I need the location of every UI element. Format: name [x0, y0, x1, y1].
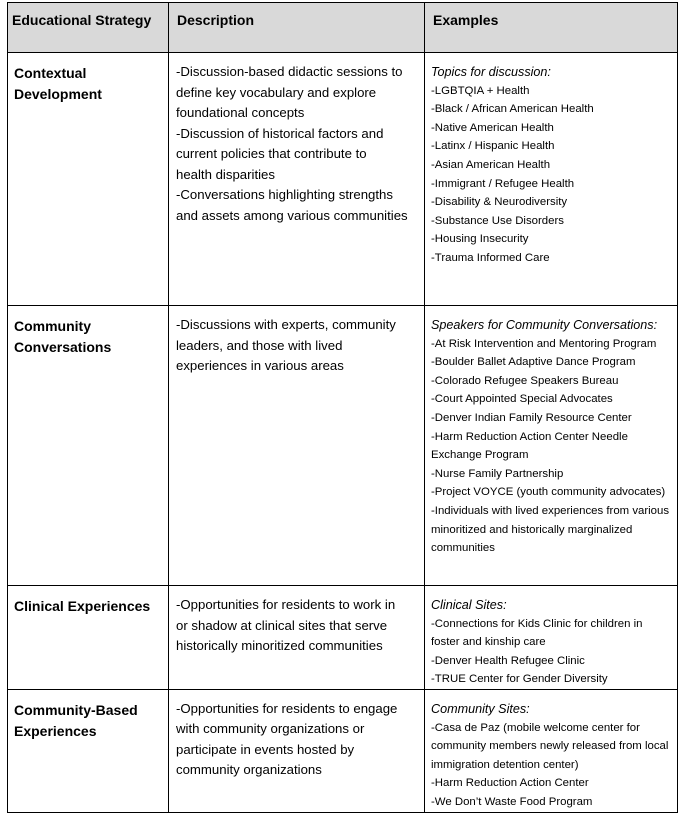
- examples-cell: [425, 586, 678, 690]
- table-row: [8, 586, 678, 690]
- example-item: -Harm Reduction Action Center: [431, 777, 589, 790]
- strategy-name: Contextual: [14, 65, 87, 81]
- description-line: and assets among various communities: [176, 207, 408, 223]
- example-item: -Substance Use Disorders: [431, 214, 564, 227]
- example-item: -Denver Indian Family Resource Center: [431, 411, 632, 424]
- description-line: foundational concepts: [176, 105, 305, 120]
- strategy-name: Development: [14, 86, 102, 102]
- strategy-name: Community-Based: [14, 701, 138, 718]
- table-row: [8, 689, 678, 812]
- header-description: Description: [169, 3, 425, 53]
- description-line: with community organizations or: [176, 721, 365, 737]
- example-item: -We Don’t Waste Food Program: [431, 795, 593, 808]
- example-item: -Boulder Ballet Adaptive Dance Program: [431, 356, 636, 369]
- table-row: [8, 306, 678, 586]
- example-item: -LGBTQIA + Health: [431, 84, 530, 97]
- description-line: -Opportunities for residents to engage: [176, 700, 398, 716]
- strategy-cell: [8, 306, 169, 586]
- description-line: leaders, and those with lived: [176, 337, 343, 353]
- educational-strategy-table: [7, 2, 678, 813]
- example-item: -Immigrant / Refugee Health: [431, 177, 575, 190]
- example-item: -Project VOYCE (youth community advocates): [431, 486, 666, 499]
- strategy-name: Conversations: [14, 339, 112, 355]
- example-item: -Disability & Neurodiversity: [431, 196, 568, 209]
- description-line: -Conversations highlighting strengths: [176, 187, 393, 202]
- description-line: or shadow at clinical sites that serve: [176, 617, 388, 633]
- example-item: -Colorado Refugee Speakers Bureau: [431, 374, 619, 387]
- example-item: -At Risk Intervention and Mentoring Program: [431, 337, 657, 350]
- description-line: community organizations: [176, 762, 322, 778]
- strategy-name: Clinical Experiences: [14, 598, 151, 614]
- table-header-row: [8, 3, 678, 53]
- description-line: -Discussion of historical factors and: [176, 125, 384, 141]
- example-item: -Asian American Health: [431, 158, 551, 171]
- example-item: -Casa de Paz (mobile welcome center for community members newly released from local immigration detention center): [431, 721, 669, 771]
- table-row: [8, 53, 678, 306]
- examples-heading: Topics for discussion:: [431, 65, 551, 79]
- description-line: current policies that contribute to: [176, 146, 367, 161]
- description-line: historically minoritized communities: [176, 638, 383, 653]
- example-item: -TRUE Center for Gender Diversity: [431, 673, 608, 686]
- example-item: -Black / African American Health: [431, 103, 594, 116]
- description-cell: [169, 586, 425, 690]
- strategy-name: Experiences: [14, 722, 97, 739]
- examples-cell: [425, 689, 678, 812]
- description-line: participate in events hosted by: [176, 741, 355, 757]
- example-item: -Denver Health Refugee Clinic: [431, 654, 585, 667]
- description-cell: [169, 306, 425, 586]
- description-line: -Discussion-based didactic sessions to: [176, 64, 403, 79]
- example-item: -Trauma Informed Care: [431, 251, 550, 264]
- strategy-cell: [8, 53, 169, 306]
- description-line: -Discussions with experts, community: [176, 317, 396, 332]
- examples-heading: Community Sites:: [431, 701, 530, 716]
- description-cell: [169, 53, 425, 306]
- example-item: -Latinx / Hispanic Health: [431, 140, 555, 153]
- example-item: -Native American Health: [431, 121, 554, 134]
- description-line: experiences in various areas: [176, 358, 344, 373]
- example-item: -Nurse Family Partnership: [431, 467, 564, 480]
- examples-heading: Clinical Sites:: [431, 598, 507, 612]
- strategy-name: Community: [14, 318, 91, 334]
- strategy-cell: [8, 689, 169, 812]
- examples-cell: [425, 53, 678, 306]
- header-examples: Examples: [425, 3, 678, 53]
- description-cell: [169, 689, 425, 812]
- example-item: -Housing Insecurity: [431, 233, 529, 246]
- examples-heading: Speakers for Community Conversations:: [431, 318, 658, 332]
- description-line: define key vocabulary and explore: [176, 84, 377, 100]
- description-line: -Opportunities for residents to work in: [176, 597, 396, 612]
- example-item: -Connections for Kids Clinic for children in foster and kinship care: [431, 617, 643, 649]
- example-item: -Court Appointed Special Advocates: [431, 393, 613, 406]
- header-educational-strategy: Educational Strategy: [8, 3, 169, 53]
- strategy-cell: [8, 586, 169, 690]
- description-line: health disparities: [176, 166, 275, 182]
- examples-cell: [425, 306, 678, 586]
- example-item: -Harm Reduction Action Center Needle Exchange Program: [431, 430, 628, 462]
- example-item: -Individuals with lived experiences from various minoritized and historically marginalized communities: [431, 504, 670, 555]
